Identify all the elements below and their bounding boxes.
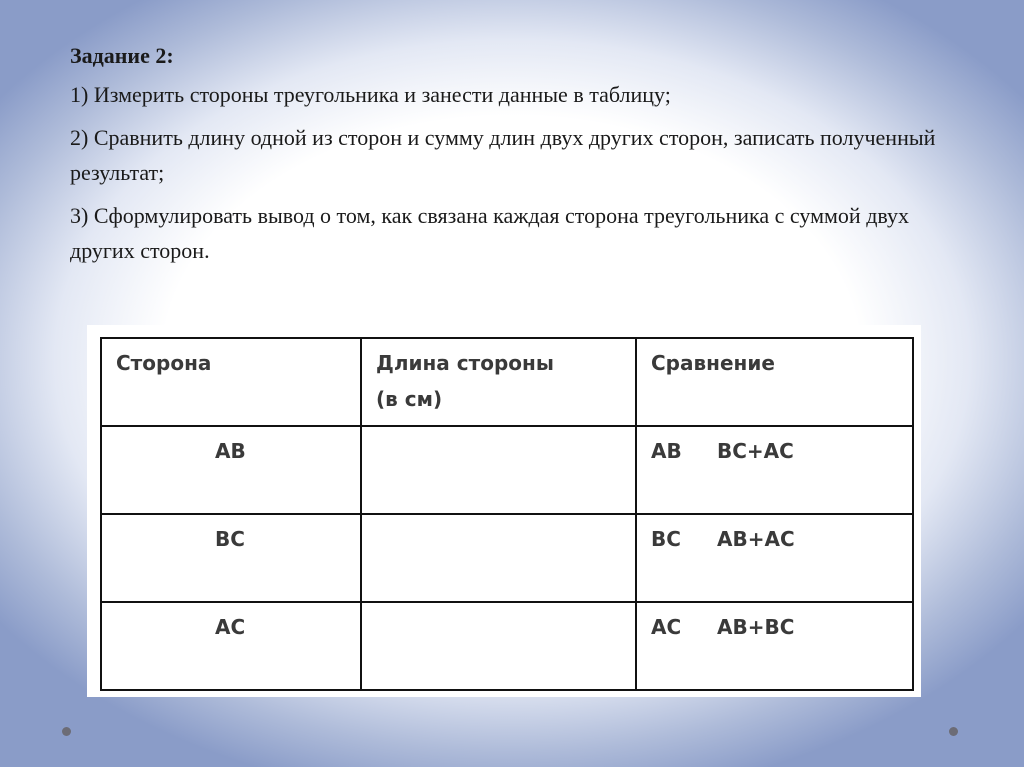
- header-side: [101, 338, 361, 426]
- comparison-right: АВ+АС: [717, 527, 795, 551]
- side-cell: ВС: [101, 514, 361, 602]
- header-side-label: Сторона: [116, 351, 212, 375]
- table-row: [101, 602, 913, 690]
- header-length-line1: Длина стороны: [376, 351, 554, 375]
- left-dot-icon: [62, 727, 71, 736]
- length-cell[interactable]: [361, 426, 636, 514]
- measurement-table: [100, 337, 914, 691]
- right-dot-icon: [949, 727, 958, 736]
- comparison-cell: [636, 426, 913, 514]
- task-item-3: 3) Сформулировать вывод о том, как связана каждая сторона треугольника с суммой двух других сторон.: [70, 203, 910, 263]
- task-item-1: 1) Измерить стороны треугольника и занести данные в таблицу;: [70, 82, 671, 107]
- comparison-cell: [636, 514, 913, 602]
- table-row: [101, 426, 913, 514]
- comparison-left: АВ: [651, 439, 682, 463]
- comparison-cell: [636, 602, 913, 690]
- length-cell[interactable]: [361, 602, 636, 690]
- header-comparison-label: Сравнение: [651, 351, 775, 375]
- header-length: [361, 338, 636, 426]
- comparison-right: ВС+АС: [717, 439, 794, 463]
- side-cell: АВ: [101, 426, 361, 514]
- slide-text-block: [70, 38, 950, 276]
- comparison-left: АС: [651, 615, 682, 639]
- comparison-left: ВС: [651, 527, 681, 551]
- header-length-line2: (в см): [376, 387, 443, 411]
- task-item-2: 2) Сравнить длину одной из сторон и сумму длин двух других сторон, записать полученный результат;: [70, 125, 936, 185]
- table-row: [101, 514, 913, 602]
- header-comparison: [636, 338, 913, 426]
- comparison-right: АВ+ВС: [717, 615, 795, 639]
- side-cell: АС: [101, 602, 361, 690]
- table-header-row: [101, 338, 913, 426]
- length-cell[interactable]: [361, 514, 636, 602]
- slide-title: Задание 2:: [70, 43, 174, 68]
